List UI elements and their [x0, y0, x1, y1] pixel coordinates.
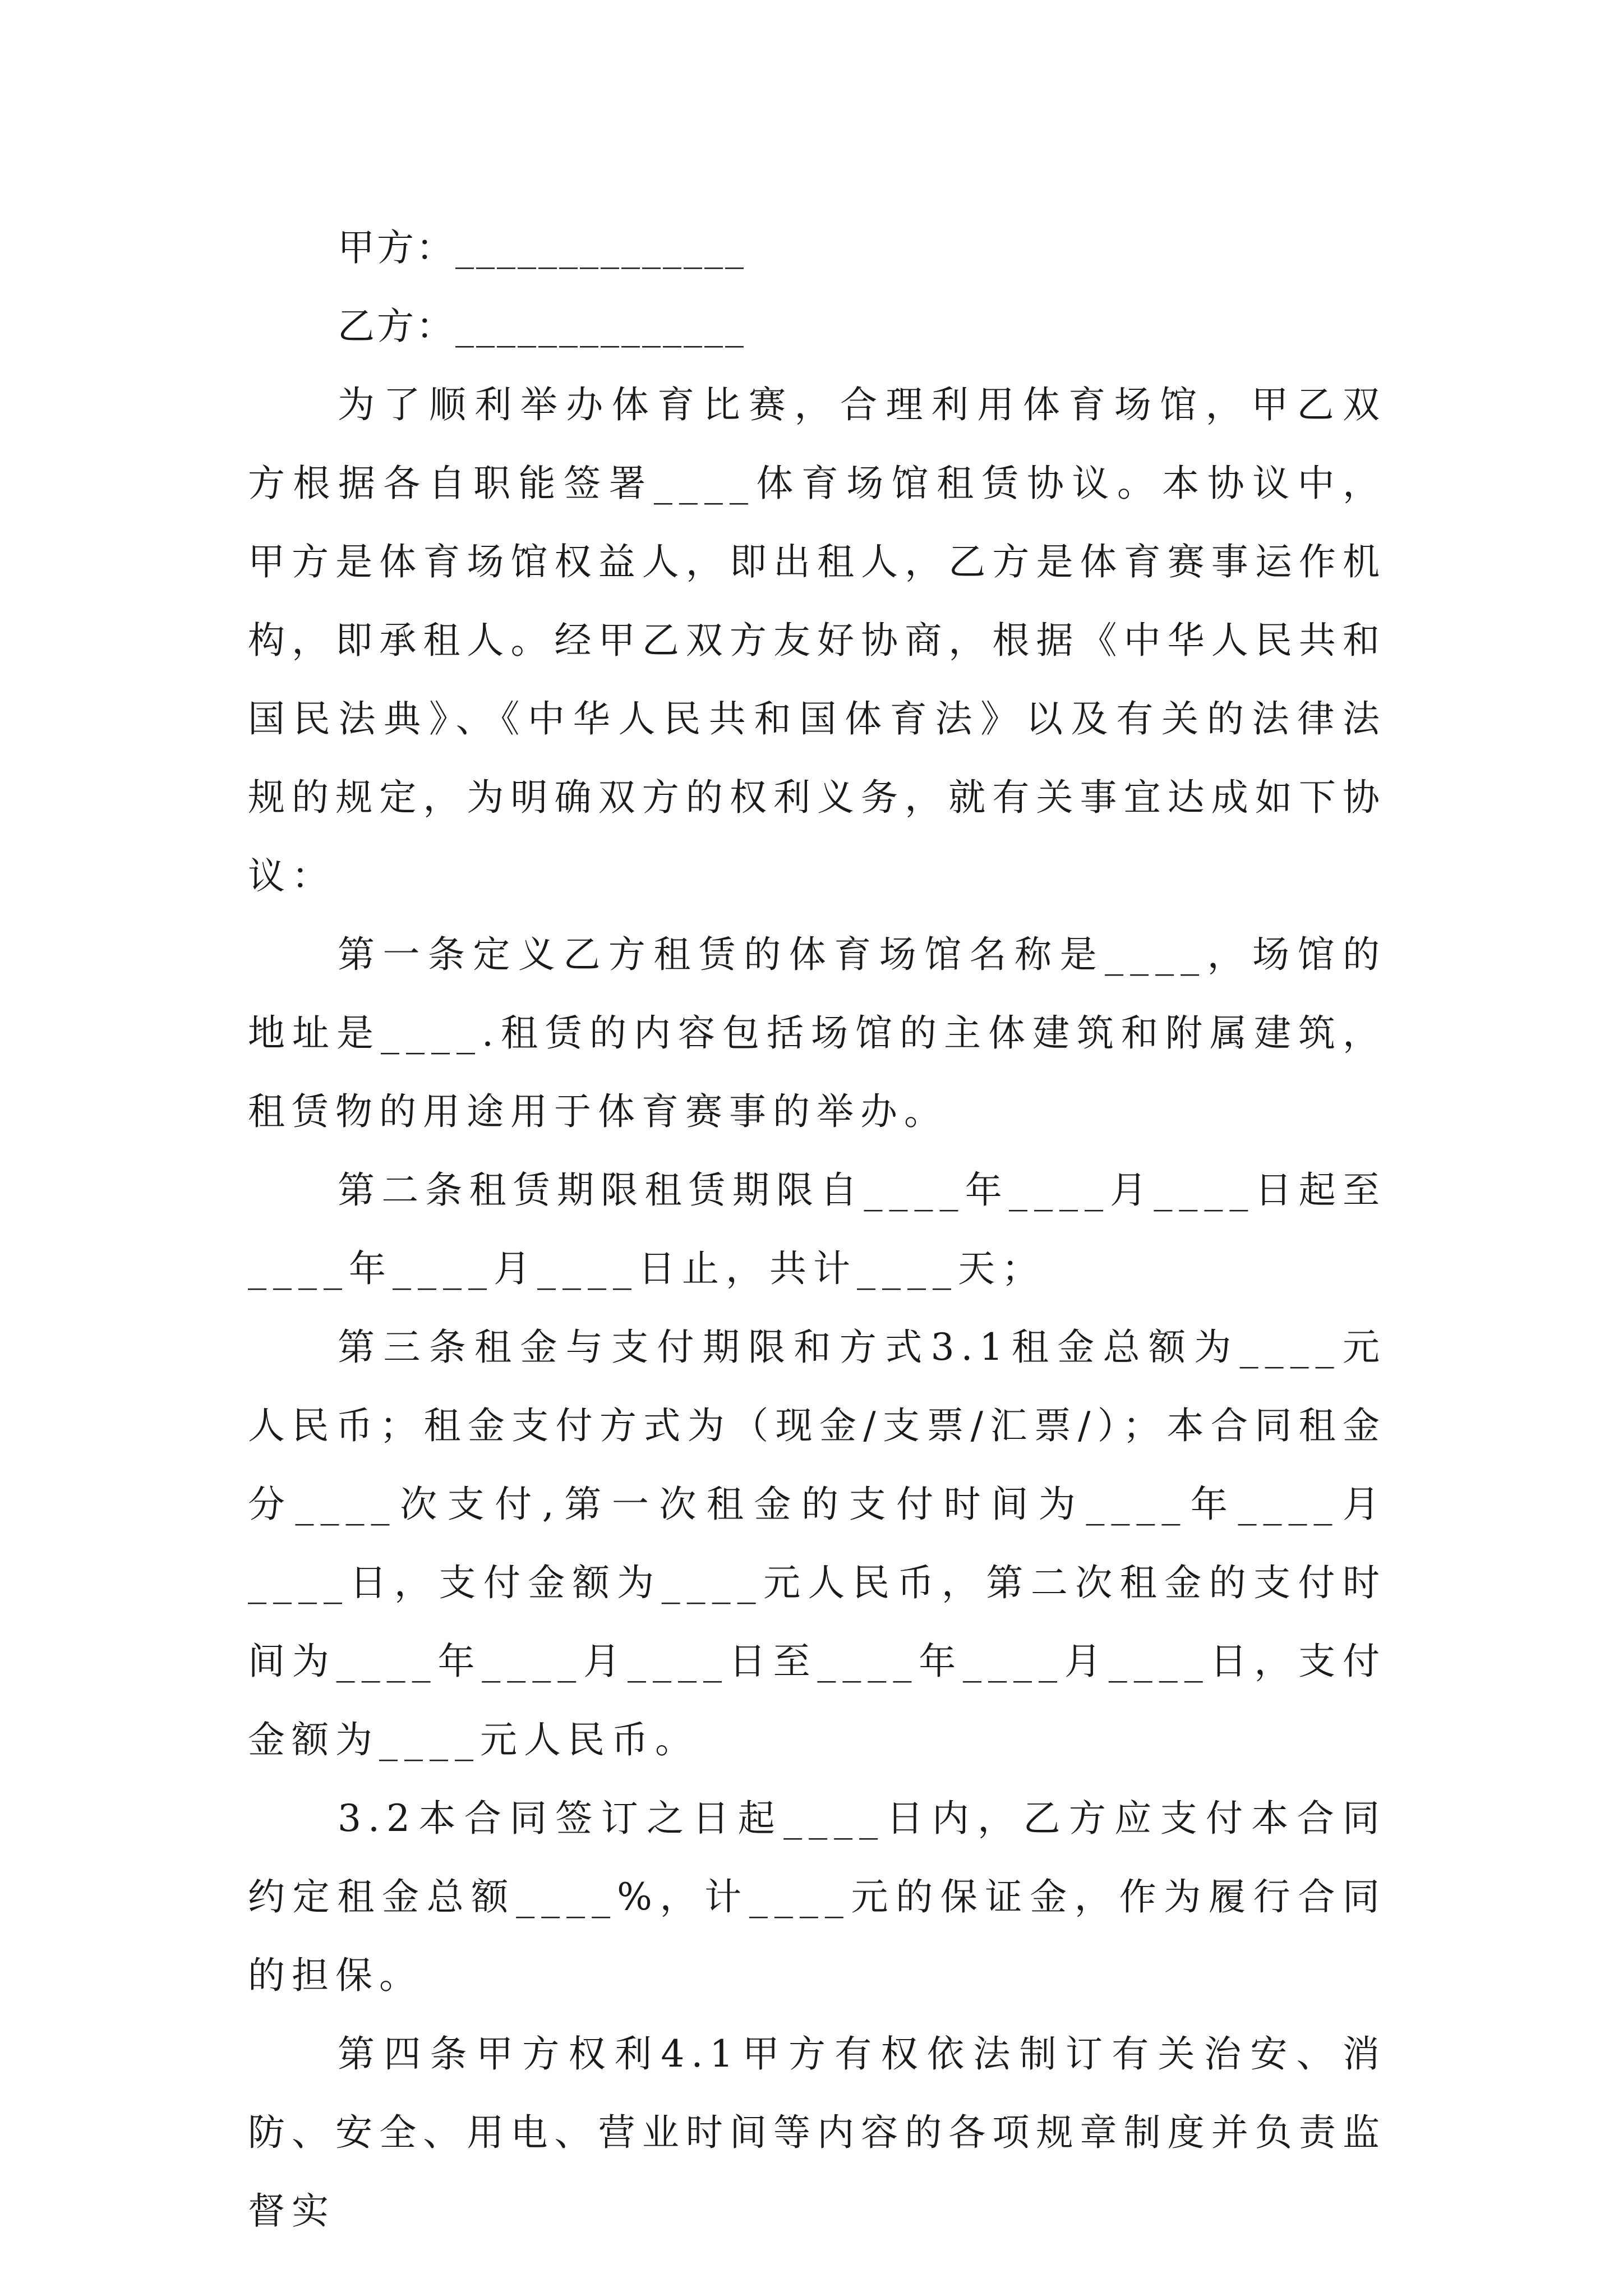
party-b-line	[338, 287, 1386, 366]
article-2-paragraph: 第二条租赁期限租赁期限自____年____月____日起至____年____月____日止，共计____天；	[248, 1168, 1386, 1290]
party-b-blank: ______________	[455, 305, 746, 348]
party-b-label: 乙方：	[338, 305, 455, 348]
article-4-paragraph: 第四条甲方权利4.1甲方有权依法制订有关治安、消防、安全、用电、营业时间等内容的各项规章制度并负责监督实	[248, 2032, 1386, 2233]
article-3-paragraph: 第三条租金与支付期限和方式3.1租金总额为____元人民币；租金支付方式为（现金/支票/汇票/）；本合同租金分____次支付,第一次租金的支付时间为____年____月____日，支付金额为____元人民币，第二次租金的支付时间为____年____月____日至____年____月____日，支付金额为____元人民币。	[248, 1326, 1386, 1761]
document-body	[248, 209, 1386, 2251]
party-a-label: 甲方：	[338, 226, 455, 269]
article-3-2-paragraph: 3.2本合同签订之日起____日内，乙方应支付本合同约定租金总额____%，计____元的保证金，作为履行合同的担保。	[248, 1797, 1386, 1997]
party-a-line	[338, 209, 1386, 287]
preamble-paragraph: 为了顺利举办体育比赛，合理利用体育场馆，甲乙双方根据各自职能签署____体育场馆租赁协议。本协议中，甲方是体育场馆权益人，即出租人，乙方是体育赛事运作机构，即承租人。经甲乙双方友好协商，根据《中华人民共和国民法典》、《中华人民共和国体育法》以及有关的法律法规的规定，为明确双方的权利义务，就有关事宜达成如下协议：	[248, 383, 1386, 898]
article-1-paragraph: 第一条定义乙方租赁的体育场馆名称是____，场馆的地址是____.租赁的内容包括场馆的主体建筑和附属建筑，租赁物的用途用于体育赛事的举办。	[248, 933, 1386, 1133]
party-a-blank: ______________	[455, 226, 746, 269]
